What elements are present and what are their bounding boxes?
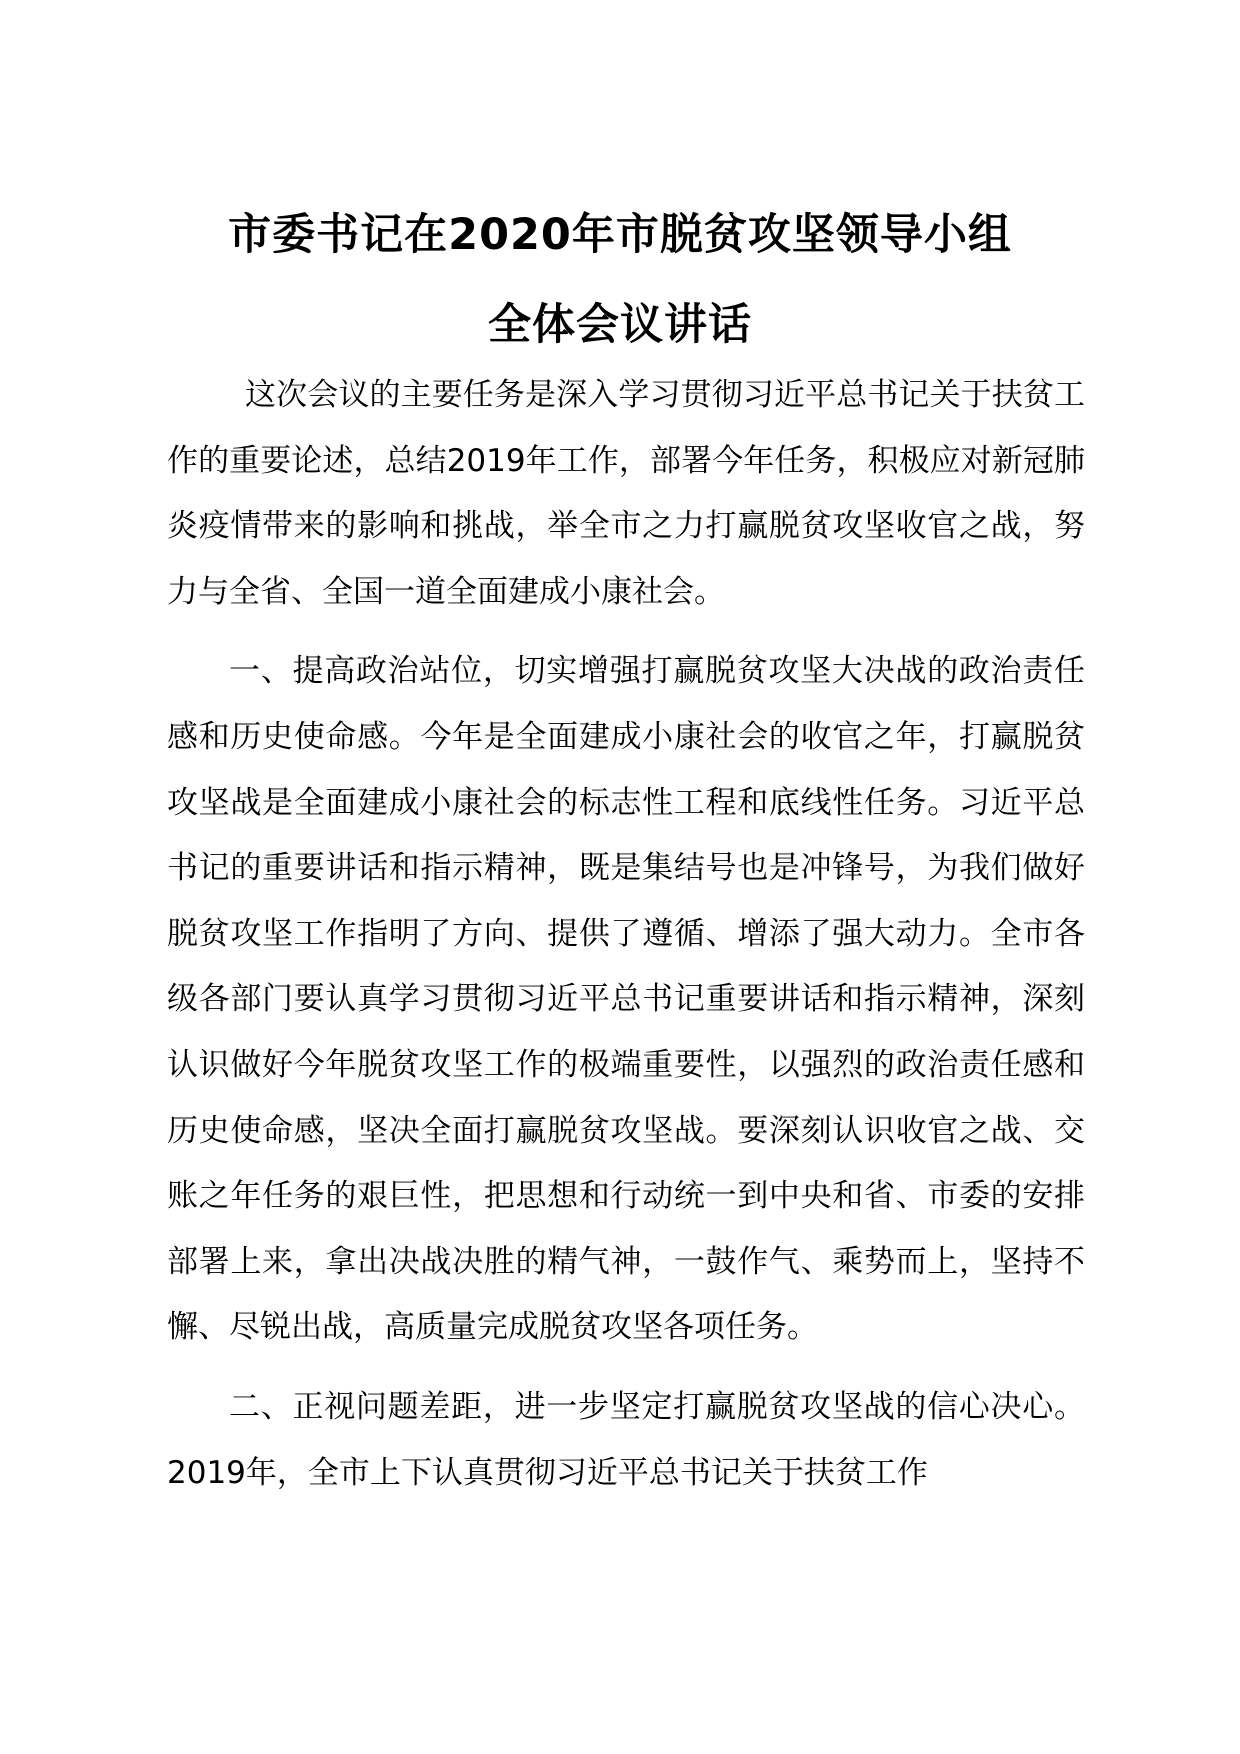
document-body [167, 363, 1085, 1506]
paragraph-section-1 [167, 639, 1085, 1361]
paragraph-intro-text: 这次会议的主要任务是深入学习贯彻习近平总书记关于扶贫工作的重要论述，总结2019年工作，部署今年任务，积极应对新冠肺炎疫情带来的影响和挑战，举全市之力打赢脱贫攻坚收官之战，努力与全省、全国一道全面建成小康社会。 [167, 377, 1085, 610]
section-2-text: 2019年，全市上下认真贯彻习近平总书记关于扶贫工作 [167, 1454, 928, 1491]
section-1-heading: 一、提高政治站位，切实增强打赢脱贫攻坚大决战的政治责任感和历史使命感。 [167, 653, 1085, 755]
section-2-heading: 二、正视问题差距，进一步坚定打赢脱贫攻坚战的信心决心。 [229, 1388, 1085, 1425]
title-line-2: 全体会议讲话 [488, 300, 752, 350]
title-line-1: 市委书记在2020年市脱贫攻坚领导小组 [228, 210, 1012, 260]
document-title [0, 190, 1240, 370]
paragraph-section-2 [167, 1375, 1085, 1506]
section-1-text: 今年是全面建成小康社会的收官之年，打赢脱贫攻坚战是全面建成小康社会的标志性工程和底线性任务。习近平总书记的重要讲话和指示精神，既是集结号也是冲锋号，为我们做好脱贫攻坚工作指明了方向、提供了遵循、增添了强大动力。全市各级各部门要认真学习贯彻习近平总书记重要讲话和指示精神，深刻认识做好今年脱贫攻坚工作的极端重要性，以强烈的政治责任感和历史使命感，坚决全面打赢脱贫攻坚战。要深刻认识收官之战、交账之年任务的艰巨性，把思想和行动统一到中央和省、市委的安排部署上来，拿出决战决胜的精气神，一鼓作气、乘势而上，坚持不懈、尽锐出战，高质量完成脱贫攻坚各项任务。 [167, 718, 1086, 1346]
paragraph-intro [167, 363, 1085, 625]
